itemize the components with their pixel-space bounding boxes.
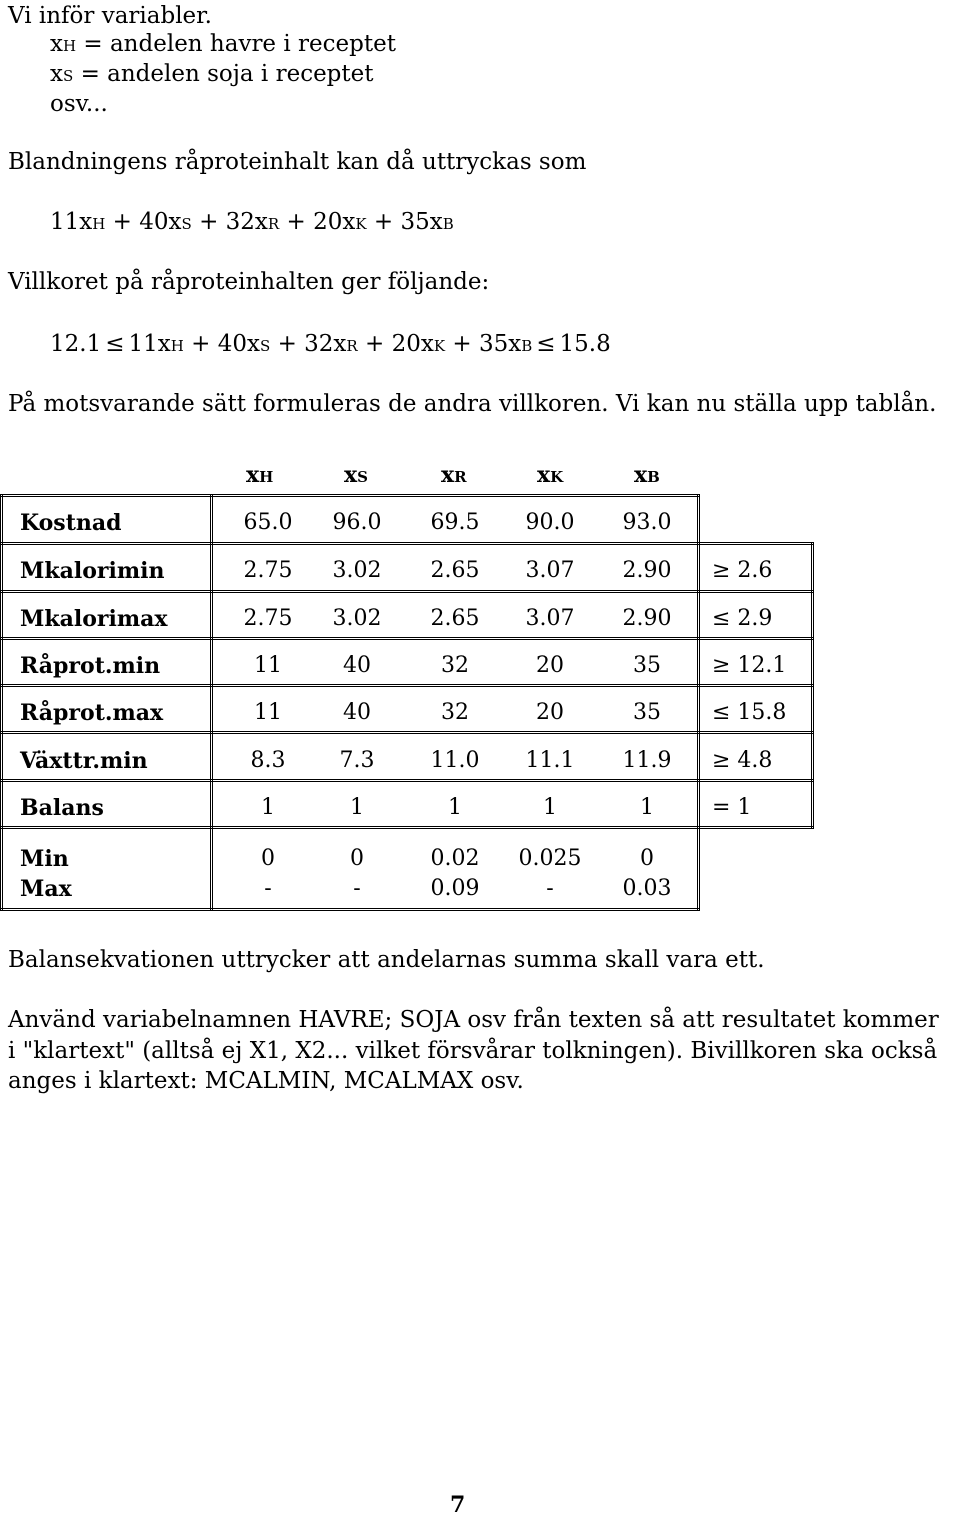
- row-rhs: ≤ 15.8: [712, 700, 787, 725]
- var-sub: R: [454, 468, 467, 486]
- row-rhs: ≥ 2.6: [712, 558, 773, 583]
- hline: [0, 826, 814, 829]
- lower-bound: 12.1: [50, 331, 102, 357]
- paragraph-2: Villkoret på råproteinhalten ger följande:: [8, 269, 490, 295]
- sub: B: [521, 337, 533, 355]
- row-label: Växttr.min: [20, 748, 148, 774]
- var-x: x: [246, 462, 260, 488]
- table-cell: 2.90: [622, 558, 672, 583]
- paragraph-5-line-2: i "klartext" (alltså ej X1, X2... vilket försvårar tolkningen). Bivillkoren ska också: [8, 1038, 938, 1064]
- table-cell: 2.65: [430, 558, 480, 583]
- row-label: Kostnad: [20, 510, 122, 536]
- less-equal: ≤: [105, 331, 125, 357]
- var-x: x: [537, 462, 551, 488]
- term: + 32x: [270, 331, 347, 357]
- table-cell: 11.1: [525, 748, 575, 773]
- term: + 20x: [279, 209, 356, 235]
- row-label: Mkalorimax: [20, 606, 168, 632]
- vline: [811, 542, 814, 829]
- table-cell: 69.5: [430, 510, 480, 535]
- row-rhs: ≥ 4.8: [712, 748, 773, 773]
- intro-line-4: osv...: [50, 91, 108, 117]
- sub: K: [433, 337, 446, 355]
- paragraph-5-line-3: anges i klartext: MCALMIN, MCALMAX osv.: [8, 1068, 524, 1094]
- table-cell: 32: [441, 653, 469, 678]
- term: + 35x: [445, 331, 522, 357]
- table-cell: 8.3: [250, 748, 286, 773]
- row-label: Råprot.min: [20, 653, 161, 679]
- upper-bound: 15.8: [559, 331, 611, 357]
- table-cell: 2.75: [243, 558, 293, 583]
- table-cell: 35: [633, 653, 661, 678]
- min-bound-cell: 0: [261, 846, 275, 871]
- vline: [697, 494, 700, 911]
- intro-text: = andelen havre i receptet: [76, 31, 396, 57]
- row-label: Balans: [20, 795, 104, 821]
- var-sub: B: [647, 468, 660, 486]
- sub: H: [92, 215, 106, 233]
- page-number: 7: [450, 1492, 466, 1518]
- table-cell: 1: [543, 795, 557, 820]
- var-x: x: [441, 462, 455, 488]
- table-cell: 1: [640, 795, 654, 820]
- less-equal: ≤: [536, 331, 556, 357]
- max-bound-cell: 0.03: [622, 876, 672, 901]
- hline: [0, 731, 814, 734]
- sub: S: [259, 337, 271, 355]
- max-bound-cell: -: [264, 876, 272, 901]
- sub: B: [442, 215, 454, 233]
- table-cell: 93.0: [622, 510, 672, 535]
- var-x: x: [344, 462, 358, 488]
- table-cell: 11.9: [622, 748, 672, 773]
- table-cell: 40: [343, 700, 371, 725]
- term: + 35x: [366, 209, 443, 235]
- table-cell: 20: [536, 653, 564, 678]
- max-label: Max: [20, 876, 72, 902]
- table-cell: 20: [536, 700, 564, 725]
- table-cell: 3.02: [332, 558, 382, 583]
- var-x: x: [50, 31, 63, 57]
- row-label: Råprot.max: [20, 700, 164, 726]
- table-cell: 32: [441, 700, 469, 725]
- paragraph-4: Balansekvationen uttrycker att andelarnas summa skall vara ett.: [8, 947, 765, 973]
- var-sub: S: [62, 67, 74, 85]
- term: + 32x: [191, 209, 268, 235]
- hline: [0, 684, 814, 687]
- term: + 40x: [105, 209, 182, 235]
- var-sub: S: [357, 468, 368, 486]
- min-bound-cell: 0.02: [430, 846, 480, 871]
- vline: [210, 494, 213, 911]
- var-x: x: [634, 462, 648, 488]
- hline: [0, 908, 700, 911]
- table-cell: 2.90: [622, 606, 672, 631]
- table-cell: 1: [350, 795, 364, 820]
- table-cell: 3.07: [525, 558, 575, 583]
- hline: [0, 779, 814, 782]
- row-rhs: = 1: [712, 795, 752, 820]
- table-cell: 1: [261, 795, 275, 820]
- intro-line-1: Vi inför variabler.: [8, 3, 212, 29]
- table-cell: 2.75: [243, 606, 293, 631]
- paragraph-3: På motsvarande sätt formuleras de andra villkoren. Vi kan nu ställa upp tablån.: [8, 391, 937, 417]
- hline: [0, 494, 700, 497]
- max-bound-cell: 0.09: [430, 876, 480, 901]
- table-cell: 11.0: [430, 748, 480, 773]
- term: 11x: [128, 331, 171, 357]
- table-cell: 40: [343, 653, 371, 678]
- table-cell: 11: [254, 653, 282, 678]
- sub: R: [346, 337, 358, 355]
- var-sub: H: [62, 37, 77, 55]
- table-cell: 3.02: [332, 606, 382, 631]
- table-cell: 1: [448, 795, 462, 820]
- table-cell: 2.65: [430, 606, 480, 631]
- min-bound-cell: 0: [640, 846, 654, 871]
- hline: [0, 542, 814, 545]
- term: + 20x: [357, 331, 434, 357]
- intro-text: = andelen soja i receptet: [73, 61, 374, 87]
- row-label: Mkalorimin: [20, 558, 165, 584]
- table-cell: 35: [633, 700, 661, 725]
- paragraph-5-line-1: Använd variabelnamnen HAVRE; SOJA osv från texten så att resultatet kommer: [8, 1007, 939, 1033]
- table-cell: 7.3: [339, 748, 375, 773]
- var-sub: H: [259, 468, 274, 486]
- max-bound-cell: -: [546, 876, 554, 901]
- sub: K: [355, 215, 367, 233]
- max-bound-cell: -: [353, 876, 361, 901]
- paragraph-1: Blandningens råproteinhalt kan då uttryckas som: [8, 149, 587, 175]
- vline: [0, 494, 3, 911]
- hline: [0, 590, 814, 593]
- table-cell: 90.0: [525, 510, 575, 535]
- row-rhs: ≤ 2.9: [712, 606, 773, 631]
- min-bound-cell: 0.025: [518, 846, 582, 871]
- sub: R: [267, 215, 280, 233]
- table-cell: 96.0: [332, 510, 382, 535]
- table-cell: 65.0: [243, 510, 293, 535]
- var-x: x: [50, 61, 63, 87]
- table-cell: 3.07: [525, 606, 575, 631]
- var-sub: K: [550, 468, 564, 486]
- hline: [0, 637, 814, 640]
- min-bound-cell: 0: [350, 846, 364, 871]
- row-rhs: ≥ 12.1: [712, 653, 787, 678]
- sub: S: [181, 215, 192, 233]
- table-cell: 11: [254, 700, 282, 725]
- term: + 40x: [183, 331, 260, 357]
- term: 11x: [50, 209, 93, 235]
- min-label: Min: [20, 846, 69, 872]
- sub: H: [170, 337, 184, 355]
